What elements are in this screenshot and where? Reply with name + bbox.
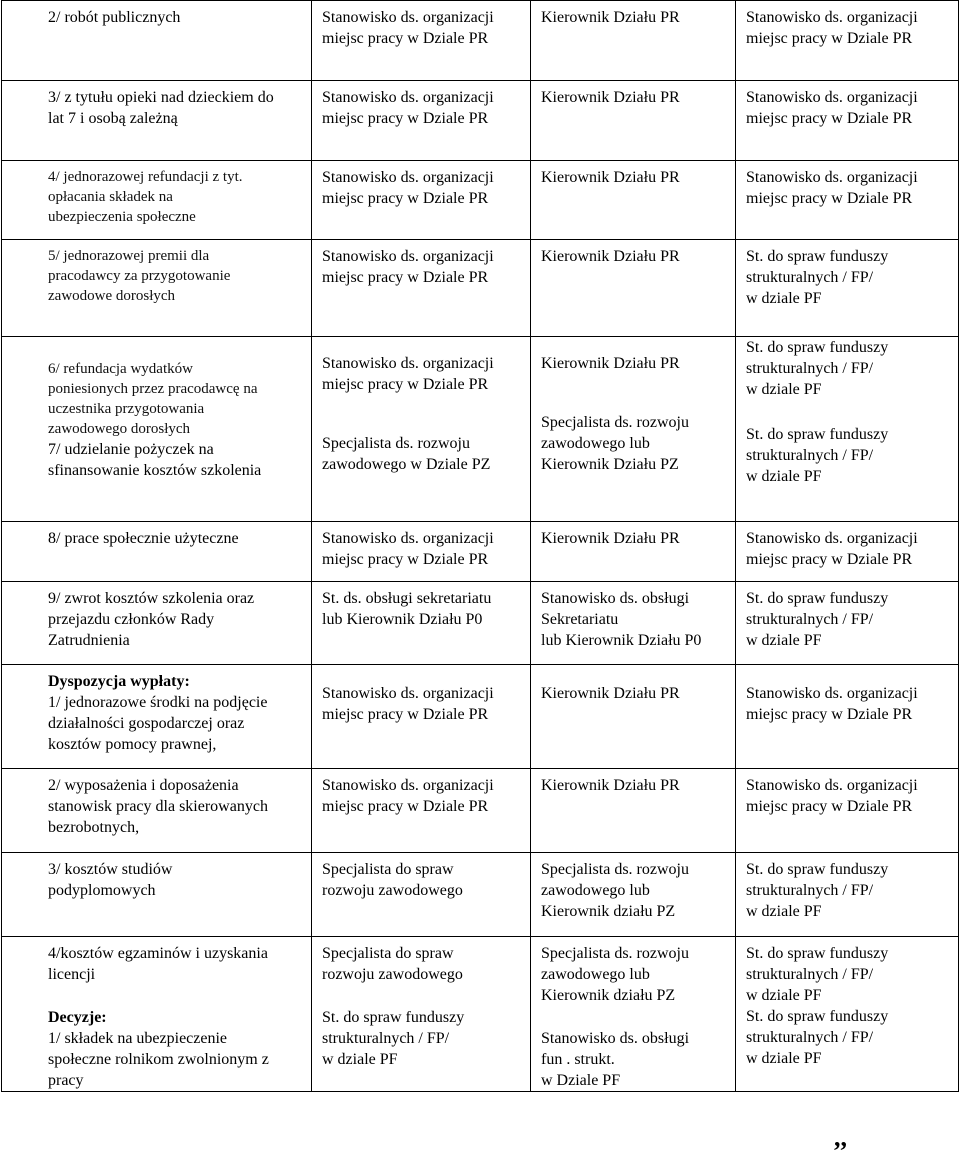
text-line: Kierownik Działu PZ <box>541 456 679 473</box>
text-line: podyplomowych <box>48 882 156 899</box>
text-line: strukturalnych / FP/ <box>746 269 874 286</box>
text-line: Stanowisko ds. organizacji <box>746 777 918 794</box>
text-line: Kierownik działu PZ <box>541 987 676 1004</box>
text-line: Kierownik Działu PR <box>541 248 680 265</box>
text-line: kosztów pomocy prawnej, <box>48 736 217 753</box>
table-cell <box>531 582 736 665</box>
text-line: Specjalista ds. rozwoju <box>541 945 689 962</box>
text-line: strukturalnych / FP/ <box>746 966 874 983</box>
table-cell <box>2 522 312 582</box>
table-cell <box>531 853 736 937</box>
text-line: St. do spraw funduszy <box>322 1009 465 1026</box>
table-cell <box>736 240 959 337</box>
table-cell <box>2 161 312 240</box>
text-line: Kierownik Działu PR <box>541 355 680 372</box>
table-cell <box>2 337 312 522</box>
table-row <box>2 1 959 81</box>
text-line: strukturalnych / FP/ <box>746 447 874 464</box>
text-line: Stanowisko ds. organizacji <box>746 685 918 702</box>
text-line: w dziale PF <box>746 1050 822 1067</box>
table-cell <box>2 665 312 769</box>
text-line: w dziale PF <box>746 468 822 485</box>
table-cell <box>531 81 736 161</box>
text-line: miejsc pracy w Dziale PR <box>746 30 913 47</box>
text-line: St. do spraw funduszy <box>746 248 889 265</box>
text-line: strukturalnych / FP/ <box>746 1029 874 1046</box>
table-cell <box>531 522 736 582</box>
text-line: uczestnika przygotowania <box>48 401 205 417</box>
text-line: Stanowisko ds. organizacji <box>746 9 918 26</box>
text-line: miejsc pracy w Dziale PR <box>322 30 489 47</box>
text-line: 4/kosztów egzaminów i uzyskania <box>48 945 268 962</box>
text-line: 3/ z tytułu opieki nad dzieckiem do <box>48 89 274 106</box>
text-line: fun . strukt. <box>541 1051 615 1068</box>
table-row <box>2 665 959 769</box>
table-cell <box>312 522 531 582</box>
text-line: Zatrudnienia <box>48 632 130 649</box>
text-line: 3/ kosztów studiów <box>48 861 173 878</box>
table-cell <box>312 665 531 769</box>
text-line: St. do spraw funduszy <box>746 339 889 356</box>
text-line: miejsc pracy w Dziale PR <box>746 190 913 207</box>
table-cell <box>736 769 959 853</box>
table-cell <box>312 937 531 1092</box>
table-cell <box>312 853 531 937</box>
text-line: pracodawcy za przygotowanie <box>48 268 231 284</box>
table-cell <box>312 161 531 240</box>
text-line: zawodowego lub <box>541 882 650 899</box>
text-line: miejsc pracy w Dziale PR <box>322 110 489 127</box>
text-line: strukturalnych / FP/ <box>322 1030 450 1047</box>
table-cell <box>531 937 736 1092</box>
text-line: Stanowisko ds. organizacji <box>322 89 494 106</box>
text-line: rozwoju zawodowego <box>322 882 463 899</box>
text-line: opłacania składek na <box>48 189 173 205</box>
table-cell <box>2 1 312 81</box>
text-line: Kierownik Działu PR <box>541 685 680 702</box>
text-line: zawodowego w Dziale PZ <box>322 456 491 473</box>
text-line: Specjalista ds. rozwoju <box>322 435 470 452</box>
table-cell <box>736 582 959 665</box>
text-line: 2/ robót publicznych <box>48 9 181 26</box>
table-cell <box>531 161 736 240</box>
text-line: lub Kierownik Działu P0 <box>322 611 483 628</box>
table-cell <box>312 81 531 161</box>
table-cell <box>312 337 531 522</box>
text-line: 1/ jednorazowe środki na podjęcie <box>48 694 268 711</box>
text-line: Stanowisko ds. organizacji <box>322 685 494 702</box>
table-cell <box>736 161 959 240</box>
text-line: sfinansowanie kosztów szkolenia <box>48 462 262 479</box>
text-line: lat 7 i osobą zależną <box>48 110 178 127</box>
text-line: miejsc pracy w Dziale PR <box>746 706 913 723</box>
text-line: w dziale PF <box>746 903 822 920</box>
table-cell <box>2 937 312 1092</box>
table-row <box>2 81 959 161</box>
table-cell <box>531 769 736 853</box>
text-line: Stanowisko ds. organizacji <box>746 530 918 547</box>
text-line: Stanowisko ds. organizacji <box>746 89 918 106</box>
text-line: Kierownik działu PZ <box>541 903 676 920</box>
table-cell <box>531 665 736 769</box>
text-line: Stanowisko ds. organizacji <box>322 355 494 372</box>
table-cell <box>312 582 531 665</box>
table-cell <box>2 582 312 665</box>
text-line: Specjalista do spraw <box>322 945 454 962</box>
text-line: miejsc pracy w Dziale PR <box>322 551 489 568</box>
text-line: społeczne rolnikom zwolnionym z <box>48 1051 269 1068</box>
closing-quote: ,, <box>834 1123 847 1152</box>
text-line: Specjalista do spraw <box>322 861 454 878</box>
text-line: Stanowisko ds. organizacji <box>322 9 494 26</box>
text-line: w dziale PF <box>322 1051 398 1068</box>
text-line: miejsc pracy w Dziale PR <box>322 798 489 815</box>
text-line: zawodowego lub <box>541 435 650 452</box>
text-line: miejsc pracy w Dziale PR <box>322 190 489 207</box>
text-line: Stanowisko ds. organizacji <box>322 530 494 547</box>
text-line: Kierownik Działu PR <box>541 777 680 794</box>
table-cell <box>2 81 312 161</box>
text-line: Kierownik Działu PR <box>541 89 680 106</box>
table-cell <box>312 1 531 81</box>
text-line: 4/ jednorazowej refundacji z tyt. <box>48 169 243 185</box>
text-line: miejsc pracy w Dziale PR <box>322 706 489 723</box>
table-cell <box>312 240 531 337</box>
table-cell <box>736 522 959 582</box>
text-line: 7/ udzielanie pożyczek na <box>48 441 214 458</box>
text-line: Stanowisko ds. organizacji <box>322 248 494 265</box>
text-line: St. do spraw funduszy <box>746 590 889 607</box>
text-line: miejsc pracy w Dziale PR <box>322 269 489 286</box>
text-line: St. ds. obsługi sekretariatu <box>322 590 492 607</box>
table-cell <box>736 1 959 81</box>
table-cell <box>2 853 312 937</box>
text-line: lub Kierownik Działu P0 <box>541 632 702 649</box>
text-line: Stanowisko ds. organizacji <box>746 169 918 186</box>
text-line: Specjalista ds. rozwoju <box>541 414 689 431</box>
text-line: w dziale PF <box>746 381 822 398</box>
text-line: Stanowisko ds. obsługi <box>541 590 690 607</box>
text-line: St. do spraw funduszy <box>746 1008 889 1025</box>
table-row <box>2 522 959 582</box>
text-line: 8/ prace społecznie użyteczne <box>48 530 239 547</box>
table-cell <box>531 240 736 337</box>
text-line: 6/ refundacja wydatków <box>48 361 193 377</box>
text-line: działalności gospodarczej oraz <box>48 715 245 732</box>
text-line: 2/ wyposażenia i doposażenia <box>48 777 239 794</box>
text-line: w dziale PF <box>746 632 822 649</box>
text-line: poniesionych przez pracodawcę na <box>48 381 258 397</box>
text-line: Sekretariatu <box>541 611 619 628</box>
table-row <box>2 853 959 937</box>
text-line: miejsc pracy w Dziale PR <box>322 376 489 393</box>
table-cell <box>312 769 531 853</box>
text-line: Stanowisko ds. organizacji <box>322 169 494 186</box>
table-cell <box>736 853 959 937</box>
text-line: w Dziale PF <box>541 1072 621 1089</box>
text-line: Stanowisko ds. organizacji <box>322 777 494 794</box>
procedure-table <box>1 0 959 1092</box>
text-line: pracy <box>48 1072 84 1089</box>
text-line: zawodowego lub <box>541 966 650 983</box>
text-line: miejsc pracy w Dziale PR <box>746 551 913 568</box>
table-row <box>2 161 959 240</box>
text-line: rozwoju zawodowego <box>322 966 463 983</box>
text-line: 1/ składek na ubezpieczenie <box>48 1030 228 1047</box>
text-line: zawodowe dorosłych <box>48 288 176 304</box>
text-line: St. do spraw funduszy <box>746 426 889 443</box>
text-line: przejazdu członków Rady <box>48 611 215 628</box>
text-line: strukturalnych / FP/ <box>746 360 874 377</box>
table-cell <box>2 769 312 853</box>
table-cell <box>736 81 959 161</box>
table-cell <box>531 337 736 522</box>
text-line: zawodowego dorosłych <box>48 421 191 437</box>
section-heading: Decyzje: <box>48 1009 107 1026</box>
table-cell <box>736 337 959 522</box>
table-row <box>2 769 959 853</box>
text-line: 9/ zwrot kosztów szkolenia oraz <box>48 590 255 607</box>
table-row <box>2 582 959 665</box>
table-cell <box>2 240 312 337</box>
text-line: strukturalnych / FP/ <box>746 882 874 899</box>
text-line: w dziale PF <box>746 290 822 307</box>
text-line: Kierownik Działu PR <box>541 9 680 26</box>
text-line: ubezpieczenia społeczne <box>48 209 196 225</box>
text-line: Specjalista ds. rozwoju <box>541 861 689 878</box>
text-line: miejsc pracy w Dziale PR <box>746 110 913 127</box>
table-row <box>2 337 959 522</box>
text-line: miejsc pracy w Dziale PR <box>746 798 913 815</box>
text-line: St. do spraw funduszy <box>746 945 889 962</box>
text-line: strukturalnych / FP/ <box>746 611 874 628</box>
text-line: w dziale PF <box>746 987 822 1004</box>
text-line: 5/ jednorazowej premii dla <box>48 248 210 264</box>
text-line: Kierownik Działu PR <box>541 530 680 547</box>
text-line: Kierownik Działu PR <box>541 169 680 186</box>
table-cell <box>736 937 959 1092</box>
text-line: St. do spraw funduszy <box>746 861 889 878</box>
text-line: bezrobotnych, <box>48 819 140 836</box>
table-row <box>2 937 959 1092</box>
table-cell <box>736 665 959 769</box>
text-line: stanowisk pracy dla skierowanych <box>48 798 268 815</box>
table-cell <box>531 1 736 81</box>
section-heading: Dyspozycja wypłaty: <box>48 673 190 690</box>
table-row <box>2 240 959 337</box>
text-line: licencji <box>48 966 96 983</box>
text-line: Stanowisko ds. obsługi <box>541 1030 690 1047</box>
